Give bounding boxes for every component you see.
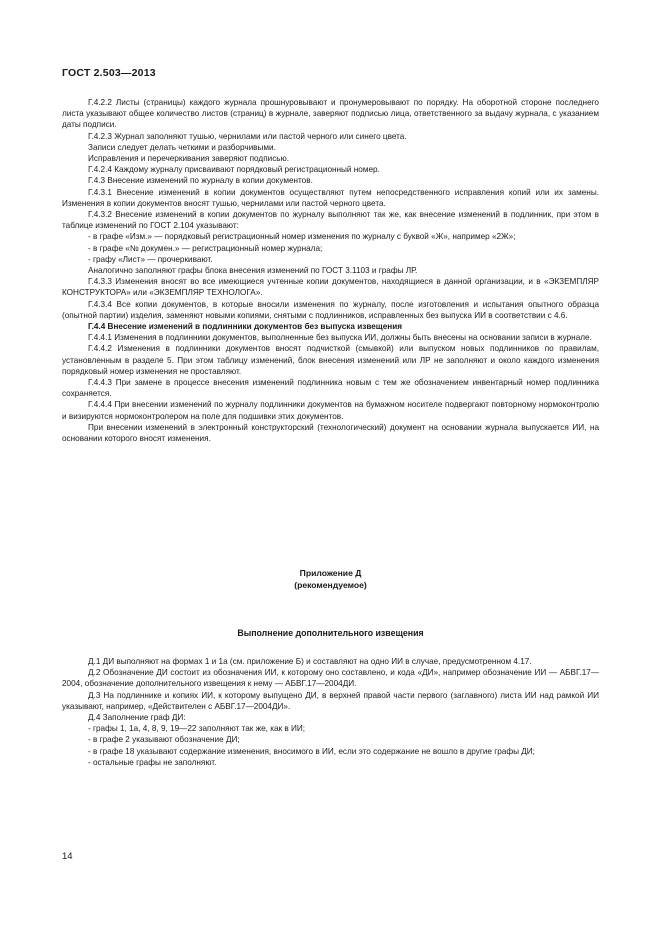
appendix-title: Выполнение дополнительного извещения <box>237 628 424 638</box>
paragraph: Д.1 ДИ выполняют на формах 1 и 1а (см. приложение Б) и составляют на одно ИИ в случае, предусмотренном 4.17. <box>88 657 532 666</box>
section-heading: Г.4.4 Внесение изменений в подлинники документов без выпуска извещения <box>88 322 403 332</box>
paragraph: При внесении изменений в электронный конструкторский (технологический) документ на основании журнала выпускается ИИ, на основании которого вносят изменения. <box>62 422 599 444</box>
appendix-heading <box>62 568 599 591</box>
section-d-text <box>62 656 599 768</box>
paragraph: Г.4.3.3 Изменения вносят во все имеющиеся учтенные копии документов, находящиеся в данной организации, и в «ЭКЗЕМПЛЯР КОНСТРУКТОРА» или «ЭКЗЕМПЛЯР ТЕХНОЛОГА». <box>62 277 599 298</box>
paragraph: Г.4.3.4 Все копии документов, в которые вносили изменения по журналу, после изготовления и испытания опытного образца (опытной партии) изделия, заменяют новыми копиями, снятыми с подлинников, исправленных без выпуска ИИ в соответствии с 4.6. <box>62 299 599 320</box>
paragraph: Г.4.2.3 Журнал заполняют тушью, чернилами или пастой черного или синего цвета. <box>88 131 407 141</box>
paragraph: Г.4.3.2 Внесение изменений в копии документов по журналу выполняют так же, как внесение изменений в подлинник, при этом в таблице изменений по ГОСТ 2.104 указывают: <box>62 210 599 231</box>
appendix-status: (рекомендуемое) <box>294 579 367 590</box>
paragraph: Г.4.3 Внесение изменений по журналу в копии документов. <box>88 176 313 186</box>
paragraph: Д.3 На подлиннике и копиях ИИ, к которому выпущено ДИ, в верхней правой части первого (заглавного) листа ИИ над рамкой ИИ указывают, например, «Действителен с АБВГ.17—2004ДИ». <box>62 690 599 711</box>
paragraph: - в графе 18 указывают содержание изменения, вносимого в ИИ, если это содержание не вошло в другие графы ДИ; <box>88 746 535 756</box>
paragraph: Г.4.2.2 Листы (страницы) каждого журнала прошнуровывают и пронумеровывают по порядку. На оборотной стороне последнего листа указывают общее количество листов (страниц) в журнале, заверяют подписью лица, ответственного за выдачу журнала, с указанием даты подписи. <box>62 98 599 130</box>
paragraph: Г.4.4.2 Изменения в подлинники документов вносят подчисткой (смывкой) или выпуском новых подлинников по правилам, установленным в разделе 5. При этом таблицу изменений, блок внесения изменений или ЛР не заполняют и около каждого изменения порядковый номер изменения не проставляют. <box>62 344 599 376</box>
paragraph: Г.4.4.1 Изменения в подлинники документов, выполненные без выпуска ИИ, должны быть внесены на основании записи в журнале. <box>88 333 592 343</box>
section-g-text <box>62 97 599 444</box>
paragraph: Г.4.4.4 При внесении изменений по журналу подлинники документов на бумажном носителе подвергают повторному нормоконтролю и визируются нормоконтролером на поле для подшивки этих документов. <box>62 400 599 421</box>
document-header: ГОСТ 2.503—2013 <box>62 67 156 79</box>
paragraph: - графу «Лист» — прочеркивают. <box>88 254 213 264</box>
paragraph: Г.4.3.1 Внесение изменений в копии документов осуществляют путем непосредственного исправления копий или их замены. Изменения в копии документов вносят тушью, чернилами или пастой черного цвета. <box>62 187 599 208</box>
paragraph: Исправления и перечеркивания заверяют подписью. <box>88 154 289 164</box>
paragraph: Аналогично заполняют графы блока внесения изменений по ГОСТ 3.1103 и графы ЛР. <box>88 266 418 276</box>
appendix-label: Приложение Д <box>299 568 362 578</box>
paragraph: Д.4 Заполнение граф ДИ: <box>88 713 186 723</box>
paragraph: - в графе «№ докумен.» — регистрационный номер журнала; <box>88 243 323 253</box>
paragraph: - в графе «Изм.» — порядковый регистрационный номер изменения по журналу с буквой «Ж», например «2Ж»; <box>88 232 516 242</box>
paragraph: Д.2 Обозначение ДИ состоит из обозначения ИИ, к которому оно составлено, и кода «ДИ», например обозначение ИИ — АБВГ.17—2004, обозначение дополнительного извещения к нему — АБВГ.17—2004ДИ. <box>62 668 599 689</box>
paragraph: Г.4.4.3 При замене в процессе внесения изменений подлинника новым с тем же обозначением инвентарный номер подлинника сохраняется. <box>62 378 599 399</box>
page-number: 14 <box>62 851 73 862</box>
paragraph: - графы 1, 1а, 4, 8, 9, 19—22 заполняют так же, как в ИИ; <box>88 724 306 734</box>
paragraph: Г.4.2.4 Каждому журналу присваивают порядковый регистрационный номер. <box>88 165 380 175</box>
paragraph: Записи следует делать четкими и разборчивыми. <box>88 142 276 152</box>
paragraph: - остальные графы не заполняют. <box>88 757 217 767</box>
paragraph: - в графе 2 указывают обозначение ДИ; <box>88 735 240 745</box>
